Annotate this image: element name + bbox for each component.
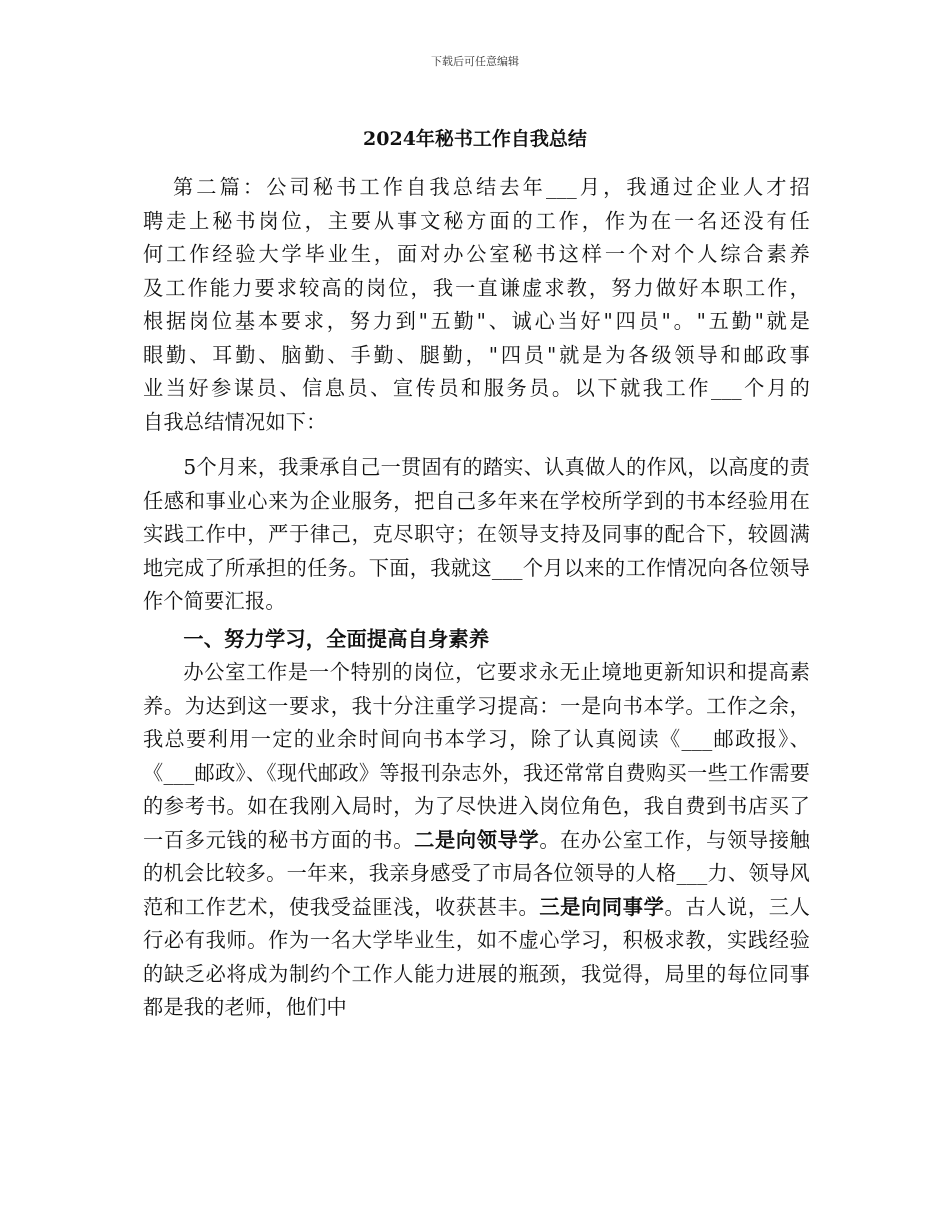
text-line: 根据岗位基本要求，努力到"五勤"、诚心当好"四员"。"五勤"就是 [143,309,810,333]
text-run: 。在办公室工作，与领导接触的机会比较多。一年来，我亲身感受了市局各位领导的人格___力、领导风范和工作艺术，使我受益匪浅，收获甚丰。 [143,827,810,919]
paragraph-intro [143,171,810,439]
text-line: 第二篇：公司秘书工作自我总结去年___月，我通过企业人才招 [173,175,810,199]
text-line: 及工作能力要求较高的岗位，我一直谦虚求教，努力做好本职工作， [143,275,810,300]
paragraph-study [143,656,810,1025]
text-line: 聘走上秘书岗位，主要从事文秘方面的工作，作为在一名还没有任 [143,208,810,233]
paragraph-five-months: 5个月来，我秉承自己一贯固有的踏实、认真做人的作风，以高度的责任感和事业心来为企业服务，把自己多年来在学校所学到的书本经验用在实践工作中，严于律己，克尽职守；在领导支持及同事的配合下，较圆满地完成了所承担的任务。下面，我就这___个月以来的工作情况向各位领导作个简要汇报。 [143,455,810,613]
text-line: 业当好参谋员、信息员、宣传员和服务员。以下就我工作___个月的 [143,376,810,400]
text-line: 自我总结情况如下： [143,409,327,434]
document-title: 2024年秘书工作自我总结 [363,128,587,150]
section-heading-study: 一、努力学习，全面提高自身素养 [183,626,490,651]
page-header-note: 下载后可任意编辑 [431,55,519,68]
text-run: 办公室工作是一个特别的岗位，它要求永无止境地更新知识和提高素养。为达到这一要求，我十分注重学习提高：一是向书本学。工作之余，我总要利用一定的业余时间向书本学习，除了认真阅读《___邮政报》、《___邮政》、《现代邮政》等报刊杂志外，我还常常自费购买一些工作需要的参考书。如在我刚入局时，为了尽快进入岗位角色，我自费到书店买了一百多元钱的秘书方面的书。 [143,660,810,852]
text-line: 眼勤、耳勤、脑勤、手勤、腿勤，"四员"就是为各级领导和邮政事 [143,342,810,367]
text-line: 何工作经验大学毕业生，面对办公室秘书这样一个对个人综合素养 [143,242,810,266]
text-run: 。古人说，三人行必有我师。作为一名大学毕业生，如不虚心学习，积极求教，实践经验的缺乏必将成为制约个工作人能力进展的瓶颈，我觉得，局里的每位同事都是我的老师，他们中 [143,894,811,1019]
document-body [143,451,810,1025]
bold-phrase-learn-from-colleagues: 三是向同事学 [539,894,665,919]
bold-phrase-learn-from-leaders: 二是向领导学 [414,827,540,852]
